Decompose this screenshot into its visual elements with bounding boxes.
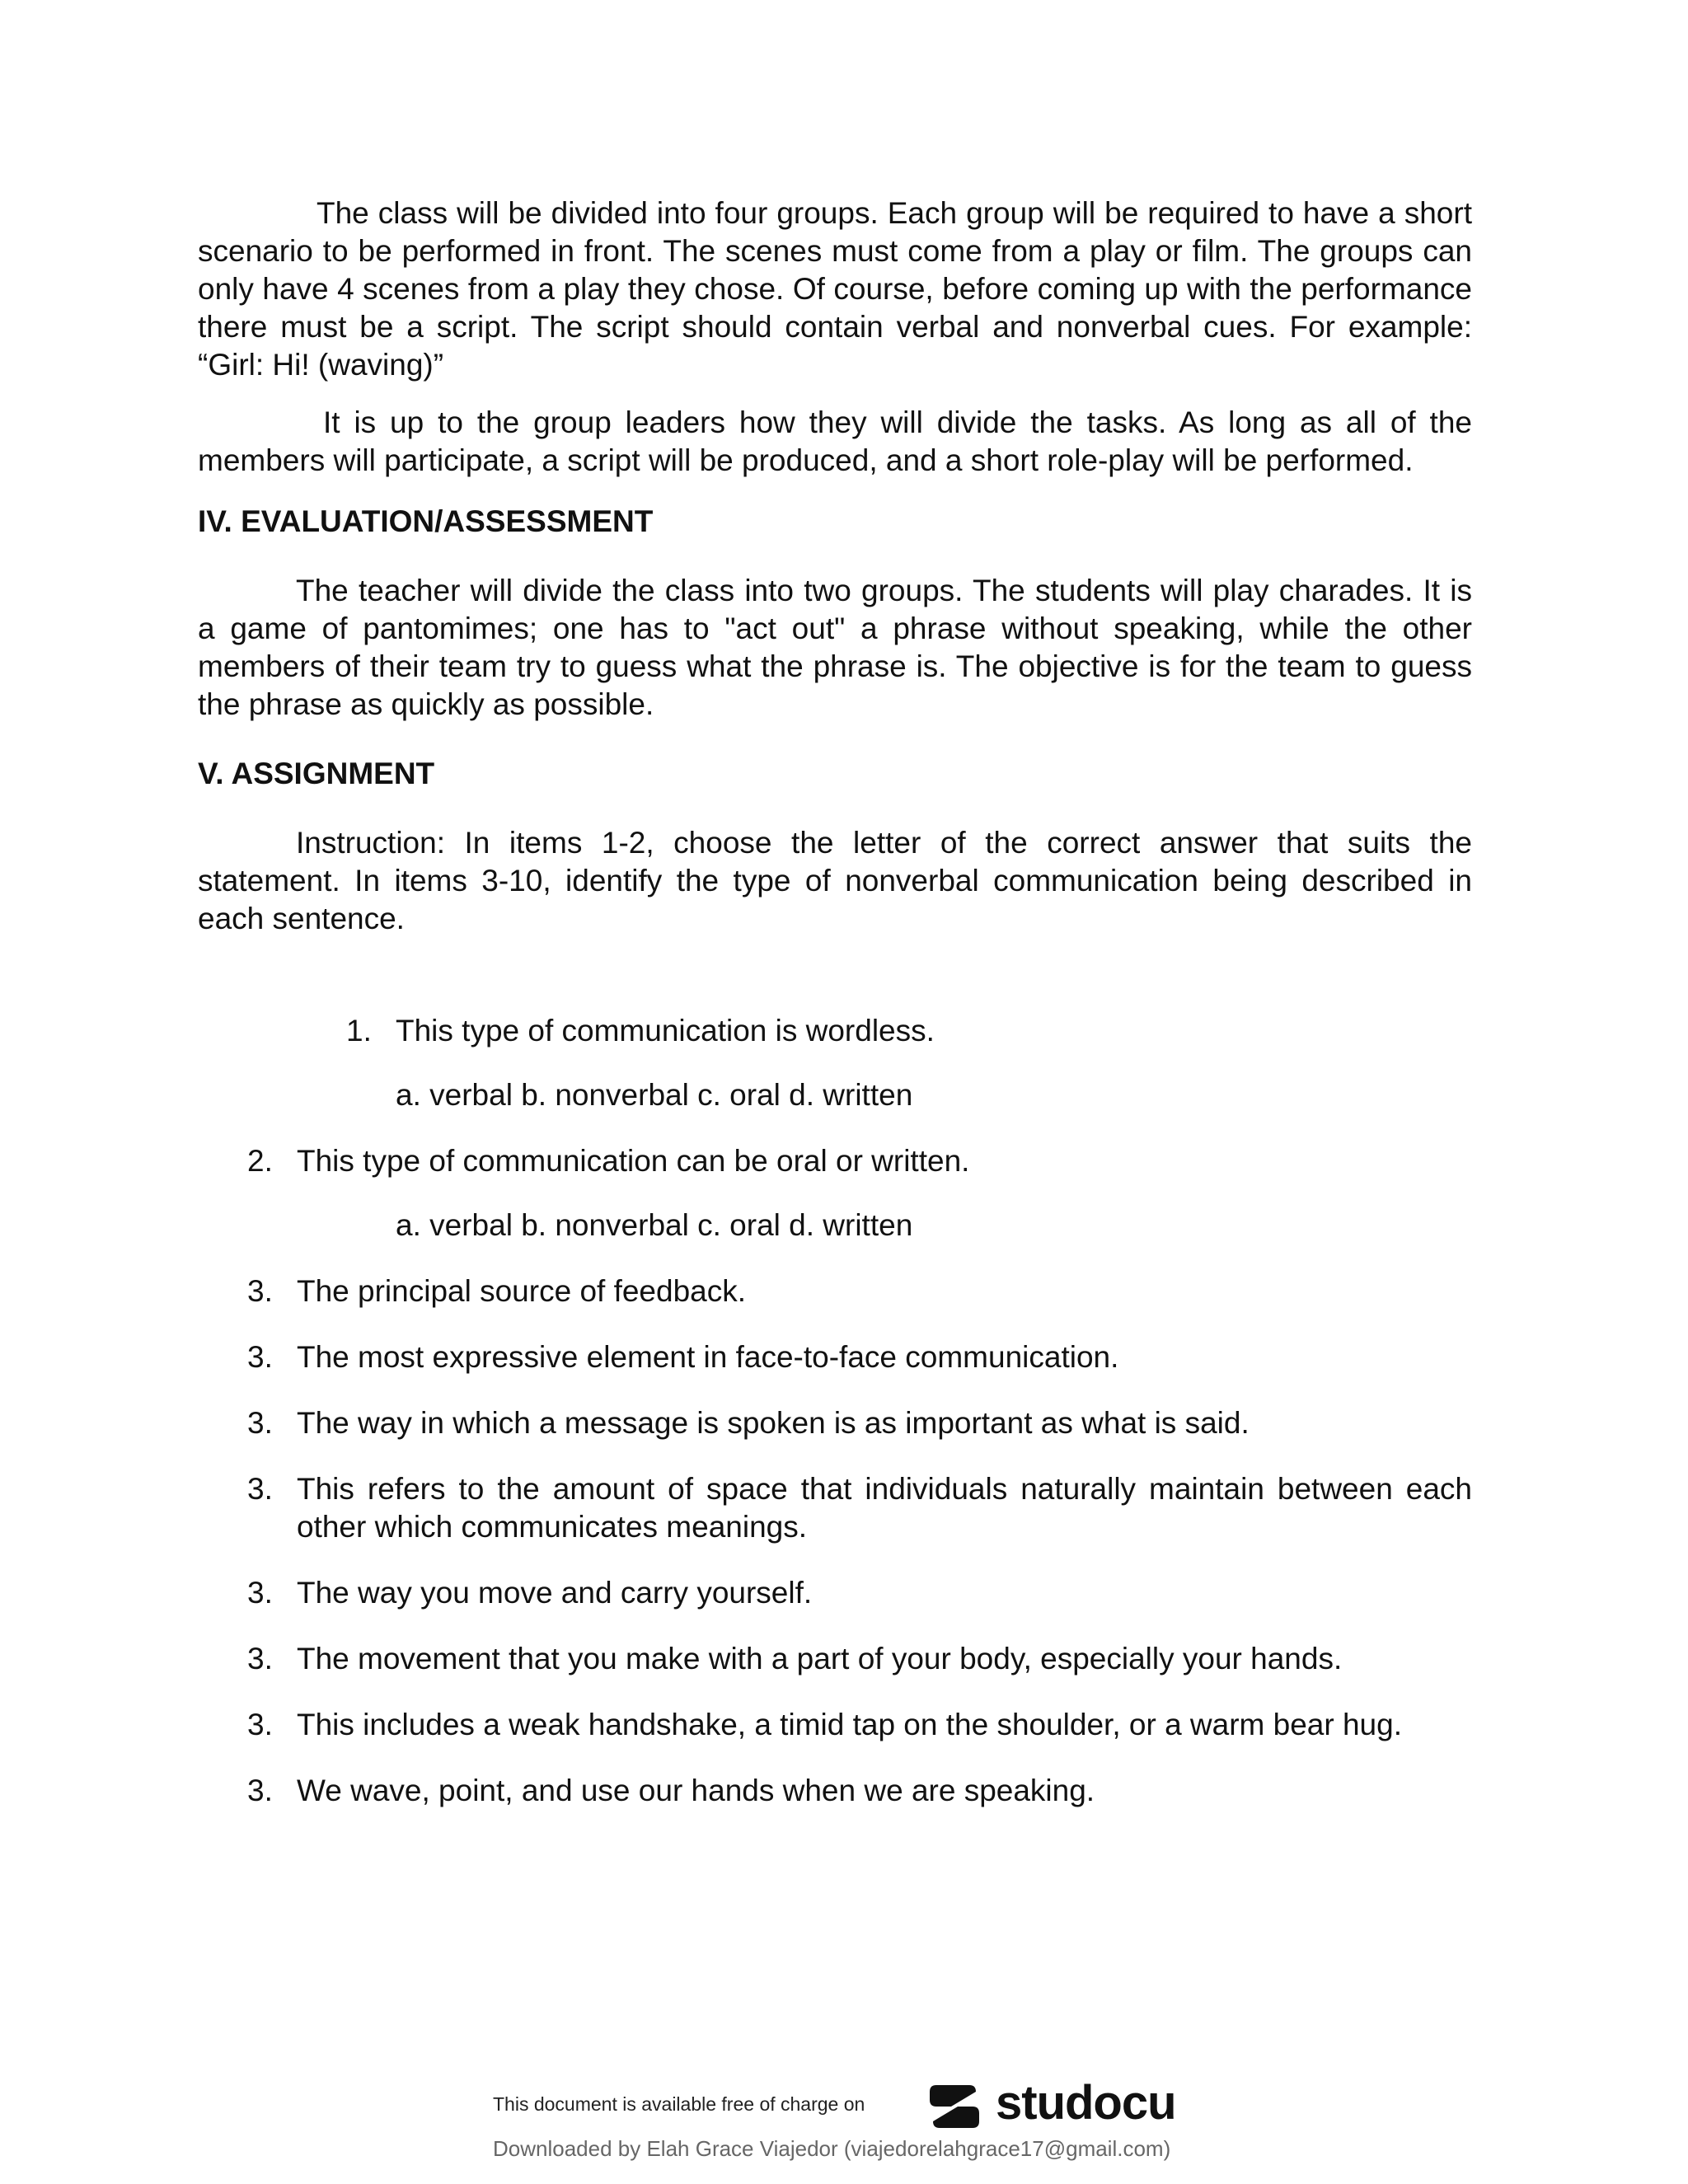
item-number: 3. [247, 1708, 273, 1741]
item-text: The way in which a message is spoken is as important as what is said. [297, 1406, 1250, 1440]
item-number: 3. [247, 1472, 273, 1506]
list-item [198, 1706, 1472, 1744]
item-number: 3. [247, 1406, 273, 1440]
item-text: The way you move and carry yourself. [297, 1576, 813, 1610]
item-number: 3. [247, 1774, 273, 1807]
evaluation-heading: IV. EVALUATION/ASSESSMENT [198, 504, 654, 538]
paragraph-group-leaders: It is up to the group leaders how they will divide the tasks. As long as all of the members will participate, a script will be produced, and a short role-play will be performed. [198, 405, 1472, 477]
list-item [198, 1640, 1472, 1678]
list-item [198, 1338, 1472, 1376]
downloaded-by-note: Downloaded by Elah Grace Viajedor (viajedorelahgrace17@gmail.com) [493, 2136, 1171, 2161]
evaluation-paragraph: The teacher will divide the class into two groups. The students will play charades. It is a game of pantomimes; one has to "act out" a phrase without speaking, while the other members of their team try to guess what the phrase is. The objective is for the team to guess the phrase as quickly as possible. [198, 574, 1472, 721]
item-text: We wave, point, and use our hands when we are speaking. [297, 1774, 1095, 1807]
list-item [198, 1142, 1472, 1180]
item-number: 3. [247, 1576, 273, 1610]
item-text: The most expressive element in face-to-face communication. [297, 1340, 1119, 1374]
item-text: This type of communication is wordless. [396, 1014, 935, 1047]
paragraph-groups: The class will be divided into four groups. Each group will be required to have a short scenario to be performed in front. The scenes must come from a play or film. The groups can only have 4 scenes from a play they chose. Of course, before coming up with the performance there must be a script. The script should contain verbal and nonverbal cues. For example: “Girl: Hi! (waving)” [198, 196, 1472, 382]
item-number: 2. [247, 1144, 273, 1178]
studocu-logo-icon[interactable] [921, 2074, 987, 2139]
list-item [198, 1404, 1472, 1442]
footer-note: This document is available free of charge on [493, 2093, 865, 2115]
list-item [198, 1272, 1472, 1310]
item-text: The movement that you make with a part of your body, especially your hands. [297, 1642, 1343, 1675]
assignment-list [198, 1012, 1472, 1810]
item-number: 3. [247, 1340, 273, 1374]
item-number: 1. [346, 1014, 372, 1047]
list-item [198, 1012, 1472, 1050]
list-item [198, 1772, 1472, 1810]
item-number: 3. [247, 1642, 273, 1675]
studocu-wordmark[interactable]: studocu [996, 2076, 1176, 2130]
list-item [198, 1574, 1472, 1612]
assignment-instruction: Instruction: In items 1-2, choose the letter of the correct answer that suits the statement. In items 3-10, identify the type of nonverbal communication being described in each sentence. [198, 826, 1472, 935]
item-text: This includes a weak handshake, a timid tap on the shoulder, or a warm bear hug. [297, 1708, 1402, 1741]
item-options: a. verbal b. nonverbal c. oral d. written [396, 1208, 913, 1242]
item-text: This refers to the amount of space that individuals naturally maintain between each other which communicates meanings. [297, 1472, 1472, 1544]
assignment-heading: V. ASSIGNMENT [198, 757, 435, 790]
item-text: This type of communication can be oral or written. [297, 1144, 970, 1178]
list-item [198, 1470, 1472, 1546]
item-text: The principal source of feedback. [297, 1274, 747, 1308]
item-options: a. verbal b. nonverbal c. oral d. written [396, 1078, 913, 1112]
studocu-footer [493, 2074, 1235, 2139]
item-number: 3. [247, 1274, 273, 1308]
document-body [198, 194, 1472, 1810]
